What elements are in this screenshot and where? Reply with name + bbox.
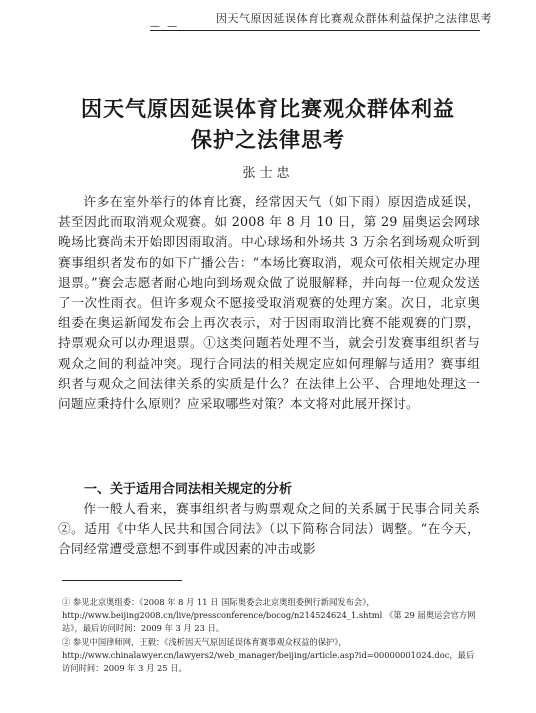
paragraph-2: 作一般人看来，赛事组织者与购票观众之间的关系属于民事合同关系②。适用《中华人民共和国合同法》（以下简称合同法）调整。“在今天，合同经常遭受意想不到事件或因素的冲击或影 (58, 501, 480, 557)
running-head: 因天气原因延误体育比赛观众群体利益保护之法律思考 (216, 12, 492, 25)
footnotes (62, 596, 482, 676)
footnote-2: ② 参见中国律师网，王毅：《浅析因天气原因延误体育赛事观众权益的保护》，http://www.chinalawyer.cn/lawyers2/web_manager/beijing/article.asp?id=00000001024.doc，最后访问时间：2009 年 3 月 25 日。 (62, 637, 475, 673)
footnote-1: ① 参见北京奥组委：《2008 年 8 月 11 日 国际奥委会北京奥组委例行新闻发布会》，http://www.beijing2008.cn/live/pressconference/bocog/n214524624_1.shtml 《第 29 届奥运会官方网站》，最后访问时间：2009 年 3 月 23 日。 (62, 597, 476, 633)
author-name: 张士忠 (242, 166, 294, 181)
intro-section (58, 192, 480, 414)
article-title-line2: 保护之法律思考 (191, 127, 345, 152)
header-dashes: — — (150, 21, 180, 32)
section-heading-1: 一、关于适用合同法相关规定的分析 (84, 482, 293, 497)
paragraph-1: 许多在室外举行的体育比赛，经常因天气（如下雨）原因造成延误，甚至因此而取消观众观赛。如 2008 年 8 月 10 日，第 29 届奥运会网球晚场比赛尚未开始即因雨取消。中心球场和外场共 3 万余名到场观众听到赛事组织者发布的如下广播公告：“本场比赛取消，观众可依相关规定办理退票。”赛会志愿者耐心地向到场观众做了说服解释，并向每一位观众发送了一次性雨衣。但许多观众不愿接受取消观赛的处理方案。次日，北京奥组委在奥运新闻发布会上再次表示，对于因雨取消比赛不能观赛的门票，持票观众可以办理退票。①这类问题若处理不当，就会引发赛事组织者与观众之间的利益冲突。现行合同法的相关规定应如何理解与适用？赛事组织者与观众之间法律关系的实质是什么？在法律上公平、合理地处理这一问题应秉持什么原则？应采取哪些对策？本文将对此展开探讨。 (58, 194, 480, 412)
footnote-rule (62, 580, 182, 581)
section-1-body (58, 499, 480, 560)
article-title-line1: 因天气原因延误体育比赛观众群体利益 (81, 96, 455, 121)
header-rule (150, 30, 480, 31)
